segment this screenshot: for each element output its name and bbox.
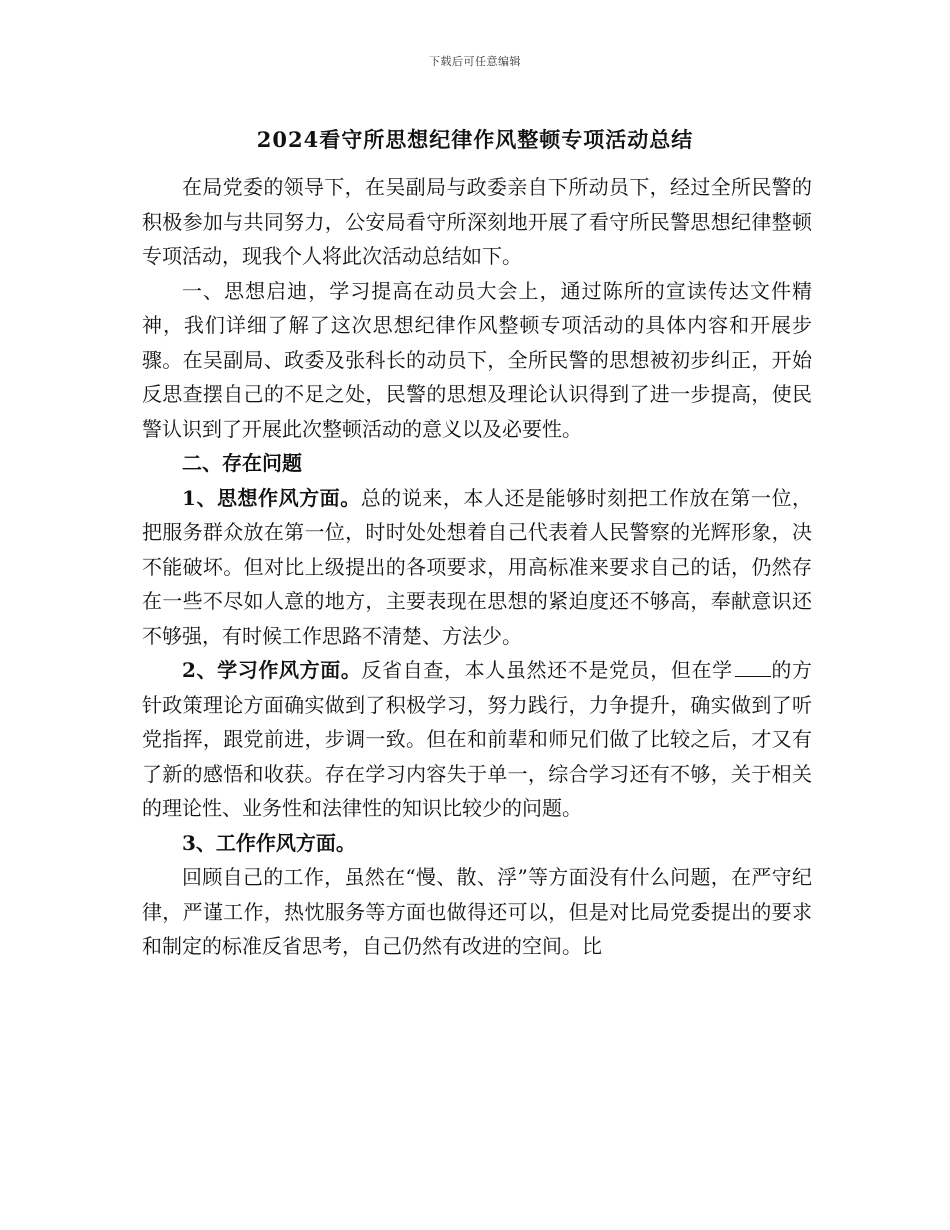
- blank-underline: [735, 658, 771, 677]
- item2-heading: 2、学习作风方面。: [182, 658, 362, 682]
- paragraph-section1: 一、思想启迪，学习提高在动员大会上，通过陈所的宣读传达文件精神，我们详细了解了这次思想纪律作风整顿专项活动的具体内容和开展步骤。在吴副局、政委及张科长的动员下，全所民警的思想被初步纠正，开始反思查摆自己的不足之处，民警的思想及理论认识得到了进一步提高，使民警认识到了开展此次整顿活动的意义以及必要性。: [142, 278, 812, 441]
- item2-text-a: 反省自查，本人虽然还不是党员，但在学: [361, 658, 733, 682]
- section2-heading: 二、存在问题: [182, 451, 302, 475]
- header-note: 下载后可任意编辑: [429, 55, 521, 68]
- paragraph-item2: [142, 653, 812, 826]
- item3-heading: 3、工作作风方面。: [182, 830, 356, 855]
- document-title: 2024看守所思想纪律作风整顿专项活动总结: [256, 127, 694, 152]
- paragraph-intro: 在局党委的领导下，在吴副局与政委亲自下所动员下，经过全所民警的积极参加与共同努力，公安局看守所深刻地开展了看守所民警思想纪律整顿专项活动，现我个人将此次活动总结如下。: [142, 175, 812, 268]
- item1-text: 总的说来，本人还是能够时刻把工作放在第一位，把服务群众放在第一位，时时处处想着自己代表着人民警察的光辉形象，决不能破坏。但对比上级提出的各项要求，用高标准来要求自己的话，仍然存在一些不尽如人意的地方，主要表现在思想的紧迫度还不够高，奉献意识还不够强，有时候工作思路不清楚、方法少。: [142, 485, 813, 648]
- document-body: [142, 170, 812, 964]
- paragraph-item1: [142, 481, 812, 654]
- item1-heading: 1、思想作风方面。: [182, 485, 361, 510]
- item2-text-b: 的方针政策理论方面确实做到了积极学习，努力践行，力争提升，确实做到了听党指挥，跟党前进，步调一致。但在和前辈和师兄们做了比较之后，才又有了新的感悟和收获。存在学习内容失于单一，综合学习还有不够，关于相关的理论性、业务性和法律性的知识比较少的问题。: [142, 658, 813, 820]
- paragraph-item3: 回顾自己的工作，虽然在“慢、散、浮”等方面没有什么问题，在严守纪律，严谨工作，热忱服务等方面也做得还可以，但是对比局党委提出的要求和制定的标准反省思考，自己仍然有改进的空间。比: [142, 865, 812, 958]
